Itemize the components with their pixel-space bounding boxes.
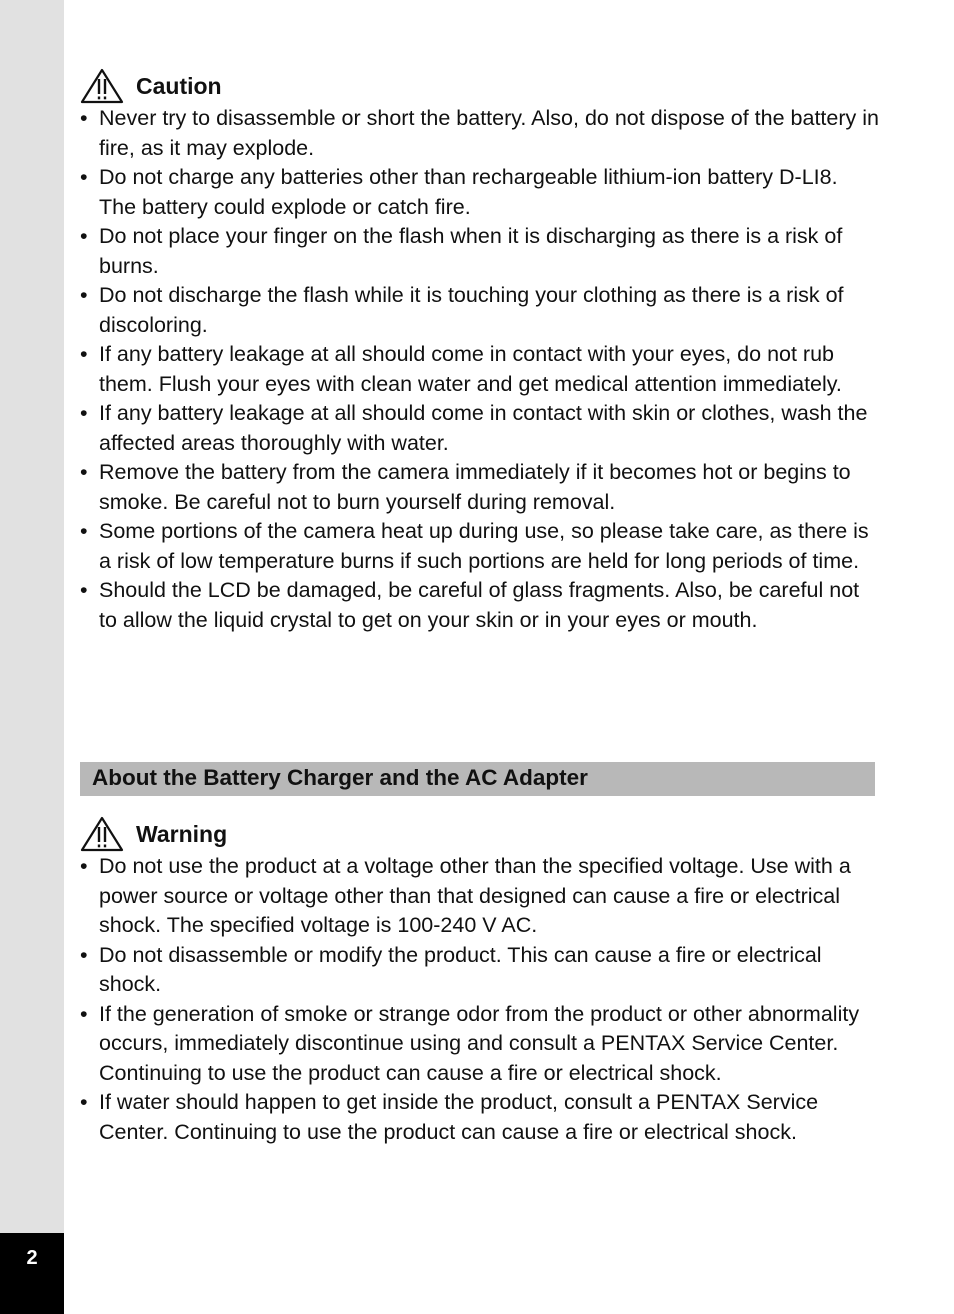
list-item: • If the generation of smoke or strange odor from the product or other abnormality occurs, immediately discontinue using and consult a PENTAX Service Center. Continuing to use the product can cause a fire or electrical shock. xyxy=(80,1000,880,1089)
caution-title: Caution xyxy=(136,72,222,99)
list-item: • Do not charge any batteries other than rechargeable lithium-ion battery D-LI8. The battery could explode or catch fire. xyxy=(80,163,880,222)
side-margin-bar xyxy=(0,0,64,1314)
caution-block xyxy=(80,68,880,635)
caution-list xyxy=(80,104,880,635)
list-item: • Do not use the product at a voltage other than the specified voltage. Use with a power source or voltage other than that designed can cause a fire or electrical shock. The specified voltage is 100-240 V AC. xyxy=(80,852,880,941)
list-item: • If water should happen to get inside the product, consult a PENTAX Service Center. Continuing to use the product can cause a fire or electrical shock. xyxy=(80,1088,880,1147)
list-item: • Never try to disassemble or short the battery. Also, do not dispose of the battery in fire, as it may explode. xyxy=(80,104,880,163)
section-header xyxy=(80,762,875,796)
list-item: • Remove the battery from the camera immediately if it becomes hot or begins to smoke. Be careful not to burn yourself during removal. xyxy=(80,458,880,517)
list-item: • If any battery leakage at all should come in contact with your eyes, do not rub them. Flush your eyes with clean water and get medical attention immediately. xyxy=(80,340,880,399)
list-item: • Do not place your finger on the flash when it is discharging as there is a risk of burns. xyxy=(80,222,880,281)
list-item: • If any battery leakage at all should come in contact with skin or clothes, wash the affected areas thoroughly with water. xyxy=(80,399,880,458)
caution-heading xyxy=(80,68,880,104)
warning-triangle-icon xyxy=(80,68,124,104)
section-title: About the Battery Charger and the AC Adapter xyxy=(92,765,588,790)
warning-list xyxy=(80,852,880,1147)
warning-heading xyxy=(80,816,880,852)
list-item: • Do not discharge the flash while it is touching your clothing as there is a risk of discoloring. xyxy=(80,281,880,340)
page-number-tab xyxy=(0,1233,64,1314)
warning-title: Warning xyxy=(136,820,228,847)
list-item: • Should the LCD be damaged, be careful of glass fragments. Also, be careful not to allow the liquid crystal to get on your skin or in your eyes or mouth. xyxy=(80,576,880,635)
warning-triangle-icon xyxy=(80,816,124,852)
page-number: 2 xyxy=(26,1247,38,1269)
list-item: • Some portions of the camera heat up during use, so please take care, as there is a risk of low temperature burns if such portions are held for long periods of time. xyxy=(80,517,880,576)
warning-block xyxy=(80,816,880,1147)
list-item: • Do not disassemble or modify the product. This can cause a fire or electrical shock. xyxy=(80,941,880,1000)
